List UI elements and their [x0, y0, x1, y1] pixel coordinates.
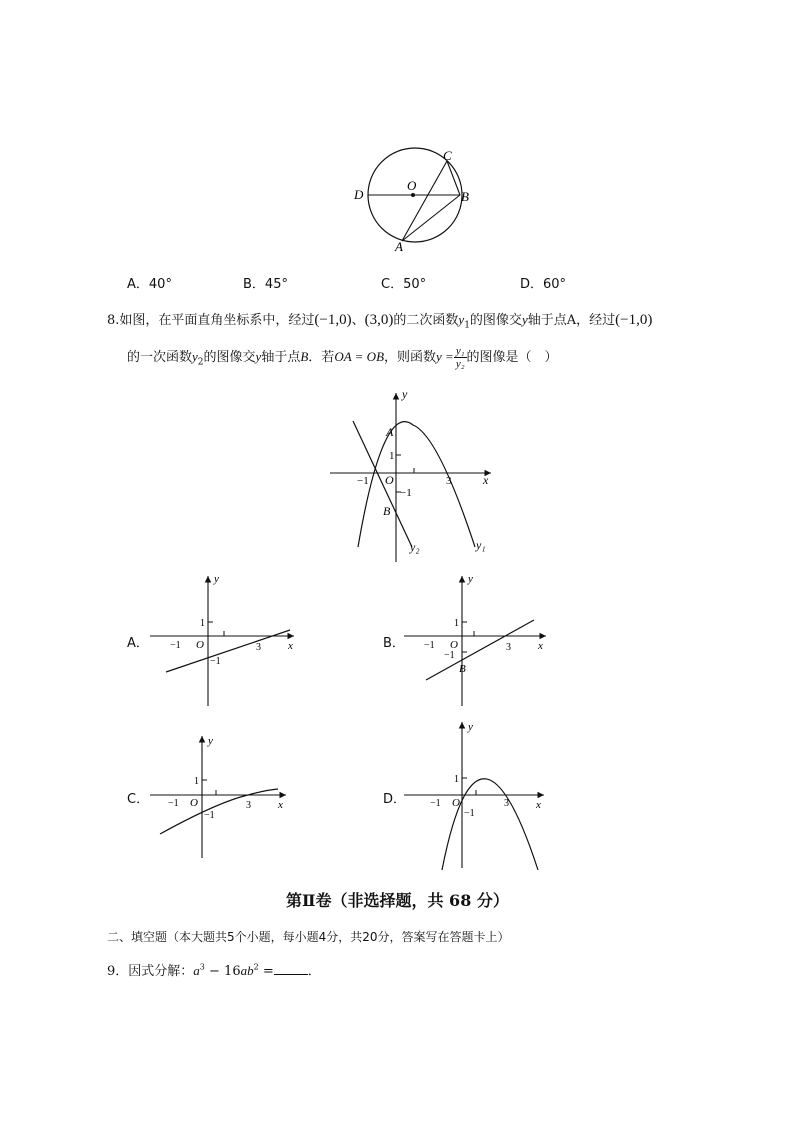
q8-text: ，经过: [576, 313, 616, 328]
label-neg1y: −1: [464, 808, 475, 819]
label-neg1x: −1: [168, 798, 179, 809]
q9-line: [107, 960, 321, 979]
label-three: 3: [256, 642, 261, 653]
label-neg1y: −1: [444, 650, 455, 661]
chord-cb: [447, 161, 460, 195]
option-letter: D．: [520, 277, 544, 292]
q8-number: 8.: [107, 313, 120, 328]
q8-text: ，则函数: [384, 350, 437, 365]
label-o: O: [452, 797, 460, 809]
option-letter: C．: [381, 277, 404, 292]
q8-equation: OA = OB: [334, 349, 385, 364]
q8-option-b-graph[interactable]: [402, 572, 554, 708]
label-y: y: [214, 573, 219, 585]
label-o: O: [407, 178, 417, 193]
option-letter: C．: [127, 792, 150, 807]
q9-exp-2: 2: [253, 962, 259, 972]
q8-option-d-graph[interactable]: [402, 718, 554, 874]
q8-text: 的图像是（ ）: [466, 350, 558, 365]
label-neg1x: −1: [170, 640, 181, 651]
q9-number: 9．: [107, 964, 129, 979]
q8-y1-sub: 1: [464, 320, 470, 331]
label-one: 1: [454, 774, 459, 785]
q8-y2: y: [192, 349, 198, 364]
q8-option-a-letter[interactable]: [127, 632, 149, 651]
q8-point-b: B: [300, 349, 309, 364]
label-o: O: [450, 639, 458, 651]
fraction-denominator: y₂: [455, 358, 465, 370]
q8-y2-sub: 2: [197, 357, 204, 368]
q7-option-d[interactable]: [520, 273, 566, 292]
q8-yaxis: y: [521, 312, 528, 327]
label-y2: y₂: [410, 540, 420, 554]
label-y: y: [208, 735, 213, 747]
parabola-y1: [358, 422, 475, 547]
q7-option-c[interactable]: [381, 273, 426, 292]
graph-curve: [160, 789, 278, 834]
q8-text: 的一次函数: [127, 350, 193, 365]
label-y: y: [468, 721, 473, 733]
option-value: 60°: [543, 277, 567, 292]
q8-text: 的图像交: [203, 350, 256, 365]
q7-option-a[interactable]: [127, 273, 172, 292]
label-three: 3: [446, 475, 452, 487]
label-o: O: [190, 797, 198, 809]
label-one: 1: [454, 618, 459, 629]
q8-line-1: [107, 309, 652, 331]
q8-line-2: [127, 345, 558, 370]
q8-option-c-graph[interactable]: [148, 732, 300, 862]
label-y1: y₁: [476, 538, 486, 552]
option-letter: A．: [127, 636, 149, 651]
label-x: x: [538, 640, 543, 652]
q9-equals: =: [258, 964, 274, 979]
q9-var-a: a: [193, 963, 200, 978]
q8-text: 轴于点: [527, 313, 567, 328]
chord-ac: [402, 161, 447, 241]
q8-main-graph: [325, 385, 505, 565]
label-one: 1: [200, 618, 205, 629]
label-b: B: [383, 504, 391, 518]
label-o: O: [196, 639, 204, 651]
label-a: A: [395, 239, 403, 254]
q9-exp-3: 3: [199, 962, 205, 972]
q8-yaxis-2: y: [255, 349, 262, 364]
label-x: x: [288, 640, 293, 652]
label-three: 3: [506, 642, 511, 653]
q8-func: y =: [436, 349, 454, 364]
label-three: 3: [246, 800, 251, 811]
label-three: 3: [504, 798, 509, 809]
q9-answer-blank[interactable]: [274, 962, 308, 975]
q9-text: 因式分解：: [128, 964, 194, 979]
q7-option-b[interactable]: [243, 273, 288, 292]
q8-y1: y: [458, 312, 465, 327]
label-one: 1: [194, 776, 199, 787]
section-2-title: 第Ⅱ卷（非选择题，共 68 分）: [286, 891, 509, 910]
section-2-heading: 二、填空题（本大题共5个小题，每小题4分，共20分，答案写在答题卡上）: [107, 930, 510, 944]
label-neg1x: −1: [430, 798, 441, 809]
circle-figure: [350, 145, 480, 255]
option-letter: A．: [127, 277, 149, 292]
q8-option-c-letter[interactable]: [127, 788, 149, 807]
q8-text: ．若: [308, 350, 335, 365]
label-b: B: [459, 663, 466, 675]
graph-line: [426, 620, 534, 680]
q9-var-ab: ab: [240, 963, 254, 978]
q9-end: ．: [307, 964, 321, 979]
label-a: A: [386, 425, 394, 439]
q8-fraction: [454, 345, 467, 370]
option-letter: B．: [243, 277, 265, 292]
label-o: O: [385, 473, 394, 487]
graph-parabola: [442, 779, 538, 870]
label-neg-one-x: −1: [357, 475, 369, 487]
center-dot: [411, 193, 415, 197]
chord-ab: [402, 195, 460, 241]
q8-text: 如图，在平面直角坐标系中，经过: [119, 313, 315, 328]
q8-option-a-graph[interactable]: [148, 572, 300, 708]
label-neg1y: −1: [210, 656, 221, 667]
option-value: 50°: [403, 277, 427, 292]
label-x: x: [483, 473, 489, 487]
label-x: x: [278, 799, 283, 811]
label-d: D: [354, 187, 364, 202]
label-y: y: [468, 573, 473, 585]
label-b: B: [461, 189, 469, 204]
option-value: 45°: [264, 277, 288, 292]
q8-point-a: A: [566, 313, 577, 328]
q8-point-3: (−1,0): [615, 312, 653, 328]
label-one: 1: [389, 450, 395, 462]
option-value: 40°: [148, 277, 172, 292]
q8-text: 轴于点: [261, 350, 301, 365]
label-c: C: [443, 148, 452, 163]
fraction-numerator: y₁: [455, 345, 465, 357]
label-neg1x: −1: [424, 640, 435, 651]
option-letter: D．: [383, 792, 407, 807]
label-neg-one-y: −1: [400, 487, 412, 499]
label-y: y: [402, 387, 408, 401]
option-letter: B．: [383, 636, 405, 651]
q8-text: 的图像交: [469, 313, 522, 328]
label-neg1y: −1: [204, 810, 215, 821]
q8-sep: 、: [351, 313, 365, 328]
label-x: x: [536, 799, 541, 811]
q9-minus-16: − 16: [204, 964, 241, 979]
q8-text: 的二次函数: [393, 313, 459, 328]
q8-point-1: (−1,0): [314, 312, 352, 328]
q8-point-2: (3,0): [364, 312, 394, 328]
